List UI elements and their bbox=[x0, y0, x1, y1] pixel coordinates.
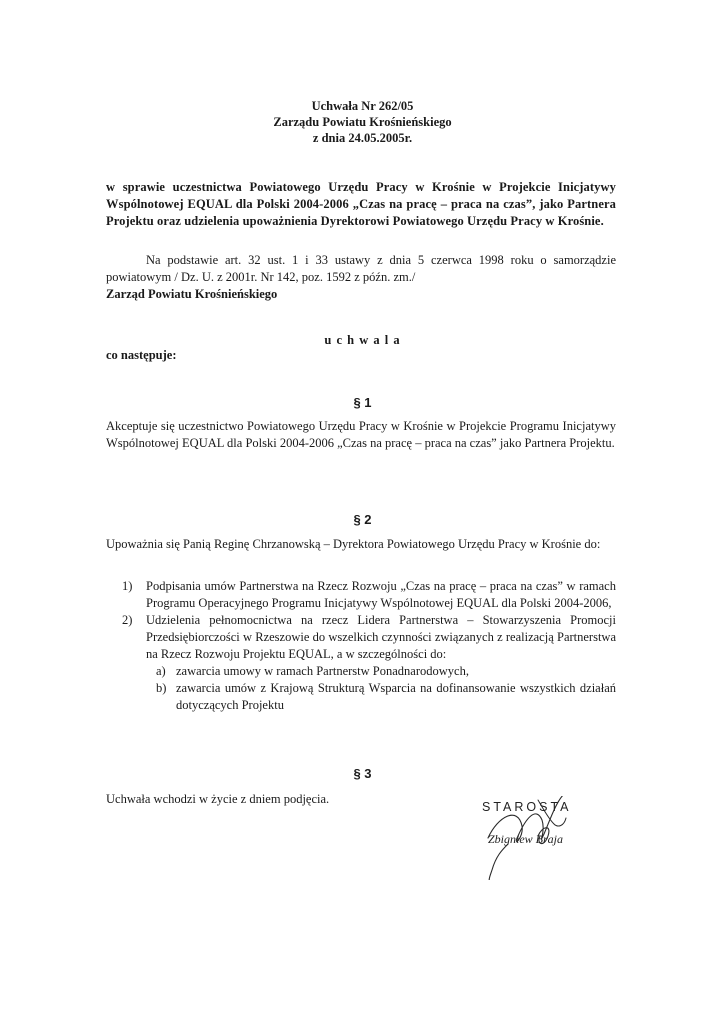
sub-list-item-letter: b) bbox=[156, 681, 167, 695]
section-3-title: § 3 bbox=[353, 766, 372, 781]
section-1-text: Akceptuje się uczestnictwo Powiatowego Urzędu Pracy w Krośnie w Projekcie Programu Inicjatywy Wspólnotowej EQUAL dla Polski 2004-2006 „Czas na pracę – praca na czas” jako Partnera Projektu. bbox=[106, 419, 616, 450]
sub-list-item-text: zawarcia umów z Krajową Strukturą Wsparcia na dofinansowanie wszystkich działań dotyczących Projektu bbox=[176, 681, 616, 712]
list-item bbox=[122, 612, 616, 714]
list-item bbox=[122, 578, 616, 612]
resolution-date: z dnia 24.05.2005r. bbox=[312, 131, 413, 145]
sub-list-item-letter: a) bbox=[156, 664, 166, 678]
section-2-list bbox=[122, 578, 616, 714]
signature-title: STAROSTA bbox=[482, 800, 572, 814]
section-2-title: § 2 bbox=[353, 512, 372, 527]
resolves-follow: co następuje: bbox=[106, 348, 177, 362]
list-item-text: Udzielenia pełnomocnictwa na rzecz Lidera Partnerstwa – Stowarzyszenia Promocji Przedsiębiorczości w Rzeszowie do wszelkich czynności związanych z realizacją Partnerstwa na Rzecz Rozwoju Projektu EQUAL, a w szczególności do: bbox=[146, 613, 616, 661]
list-item-number: 2) bbox=[122, 613, 133, 627]
resolves-word: u c h w a l a bbox=[324, 333, 401, 347]
sub-list-item bbox=[156, 680, 616, 714]
resolution-header bbox=[0, 98, 725, 146]
section-2-intro: Upoważnia się Panią Reginę Chrzanowską – Dyrektora Powiatowego Urzędu Pracy w Krośnie do: bbox=[106, 537, 601, 551]
section-3-text: Uchwała wchodzi w życie z dniem podjęcia. bbox=[106, 792, 330, 806]
section-1-title: § 1 bbox=[353, 395, 372, 410]
sub-list-item-text: zawarcia umowy w ramach Partnerstw Ponadnarodowych, bbox=[176, 664, 469, 678]
resolution-subject: w sprawie uczestnictwa Powiatowego Urzędu Pracy w Krośnie w Projekcie Inicjatywy Wspólnotowej EQUAL dla Polski 2004-2006 „Czas na pracę – praca na czas”, jako Partnera Projektu oraz udzielenia upoważnienia Dyrektorowi Powiatowego Urzędu Pracy w Krośnie. bbox=[106, 180, 616, 228]
list-item-text: Podpisania umów Partnerstwa na Rzecz Rozwoju „Czas na pracę – praca na czas” w ramach Programu Operacyjnego Programu Inicjatywy Wspólnotowej EQUAL dla Polski 2004-2006, bbox=[146, 579, 616, 610]
sub-list bbox=[156, 663, 616, 714]
resolution-number: Uchwała Nr 262/05 bbox=[311, 99, 414, 113]
list-item-number: 1) bbox=[122, 579, 133, 593]
issuing-authority: Zarząd Powiatu Krośnieńskiego bbox=[106, 287, 278, 301]
resolution-issuer: Zarządu Powiatu Krośnieńskiego bbox=[273, 115, 452, 129]
signature-block bbox=[478, 796, 608, 880]
signature-name: Zbigniew Braja bbox=[488, 832, 564, 846]
sub-list-item bbox=[156, 663, 616, 680]
legal-basis: Na podstawie art. 32 ust. 1 i 33 ustawy z dnia 5 czerwca 1998 roku o samorządzie powiatowym / Dz. U. z 2001r. Nr 142, poz. 1592 z późn. zm./ bbox=[106, 253, 616, 284]
